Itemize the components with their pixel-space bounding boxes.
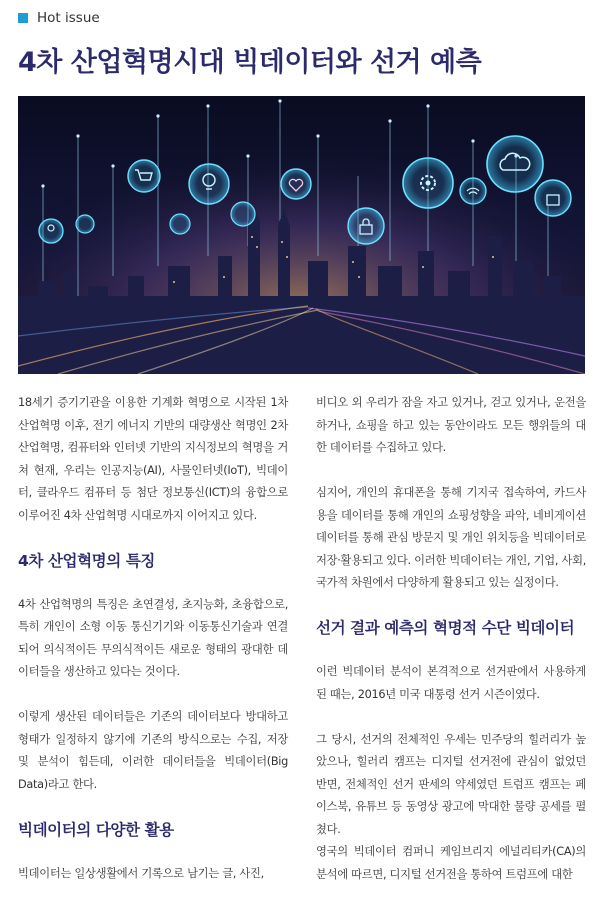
section-heading: 선거 결과 예측의 혁명적 수단 빅데이터 bbox=[316, 619, 575, 637]
paragraph: 영국의 빅데이터 컴퍼니 케임브리지 에널리티카(CA)의 분석에 따르면, 디지털 선거전을 통하여 트럼프에 대한 bbox=[316, 845, 586, 881]
article-title: 4차 산업혁명시대 빅데이터와 선거 예측 bbox=[18, 47, 482, 78]
bag-icon bbox=[535, 180, 571, 216]
wifi-icon bbox=[460, 178, 486, 204]
paragraph: 18세기 증기기관을 이용한 기계화 혁명으로 시작된 1차 산업혁명 이후, 전기 에너지 기반의 대량생산 혁명인 2차 산업혁명, 컴퓨터와 인터넷 기반의 지식정보의 혁명을 거쳐 현재, 우리는 인공지능(AI), 사물인터넷(IoT), 빅데이터, 클라우드 컴퓨터 등 첨단 정보통신(ICT)의 융합으로 이루어진 4차 산업혁명 시대로까지 이어지고 있다. bbox=[18, 396, 288, 522]
paragraph: 이렇게 생산된 데이터들은 기존의 데이터보다 방대하고 형태가 일정하지 않기에 기존의 방식으로는 수집, 저장 및 분석이 힘든데, 이러한 데이터들을 빅데이터(Big Data)라고 한다. bbox=[18, 710, 288, 791]
article-column-left bbox=[18, 392, 288, 908]
shopping-cart-icon bbox=[128, 160, 160, 192]
paragraph: 비디오 외 우리가 잠을 자고 있거나, 걷고 있거나, 운전을 하거나, 쇼핑을 하고 있는 동안이라도 모든 행위들의 대한 데이터를 수집하고 있다. bbox=[316, 396, 586, 454]
paragraph: 4차 산업혁명의 특징은 초연결성, 초지능화, 초융합으로, 특히 개인이 소형 이동 통신기기와 이동통신기술과 연결되어 의식적이든 무의식적이든 새로운 형태의 광대한 데이터들을 생산하고 있다는 것이다. bbox=[18, 597, 288, 678]
section-tag-label: Hot issue bbox=[37, 10, 100, 26]
section-tag bbox=[18, 10, 100, 26]
heart-icon bbox=[281, 169, 311, 199]
section-heading: 4차 산업혁명의 특징 bbox=[18, 551, 155, 570]
tag-square-icon bbox=[18, 13, 28, 23]
section-heading: 빅데이터의 다양한 활용 bbox=[18, 820, 174, 839]
lock-icon bbox=[348, 208, 384, 244]
paragraph: 그 당시, 선거의 전체적인 우세는 민주당의 힐러리가 높았으나, 힐러리 캠프는 디지털 선거전에 관심이 없었던 반면, 전체적인 선거 판세의 약세였던 트럼프 캠프는 페이스북, 유튜브 등 동영상 광고에 막대한 물량 공세를 펼쳤다. bbox=[316, 732, 586, 836]
lightbulb-icon bbox=[189, 164, 229, 204]
person-icon bbox=[39, 219, 63, 243]
paragraph: 빅데이터는 일상생활에서 기록으로 남기는 글, 사진, bbox=[18, 866, 264, 880]
paragraph: 심지어, 개인의 휴대폰을 통해 기지국 접속하여, 카드사용을 데이터를 통해 개인의 쇼핑성향을 파악, 네비게이션 데이터를 통해 관심 방문지 및 개인 위치등을 빅데이터로 저장·활용되고 있다. 이러한 빅데이터는 개인, 기업, 사회, 국가적 차원에서 다양하게 활용되고 있는 실정이다. bbox=[316, 486, 586, 589]
paragraph: 이런 빅데이터 분석이 본격적으로 선거판에서 사용하게 된 때는, 2016년 미국 대통령 선거 시즌이였다. bbox=[316, 665, 586, 701]
cloud-icon bbox=[487, 136, 543, 192]
gear-icon bbox=[403, 158, 453, 208]
article-column-right bbox=[316, 392, 586, 909]
hero-image bbox=[18, 96, 585, 374]
